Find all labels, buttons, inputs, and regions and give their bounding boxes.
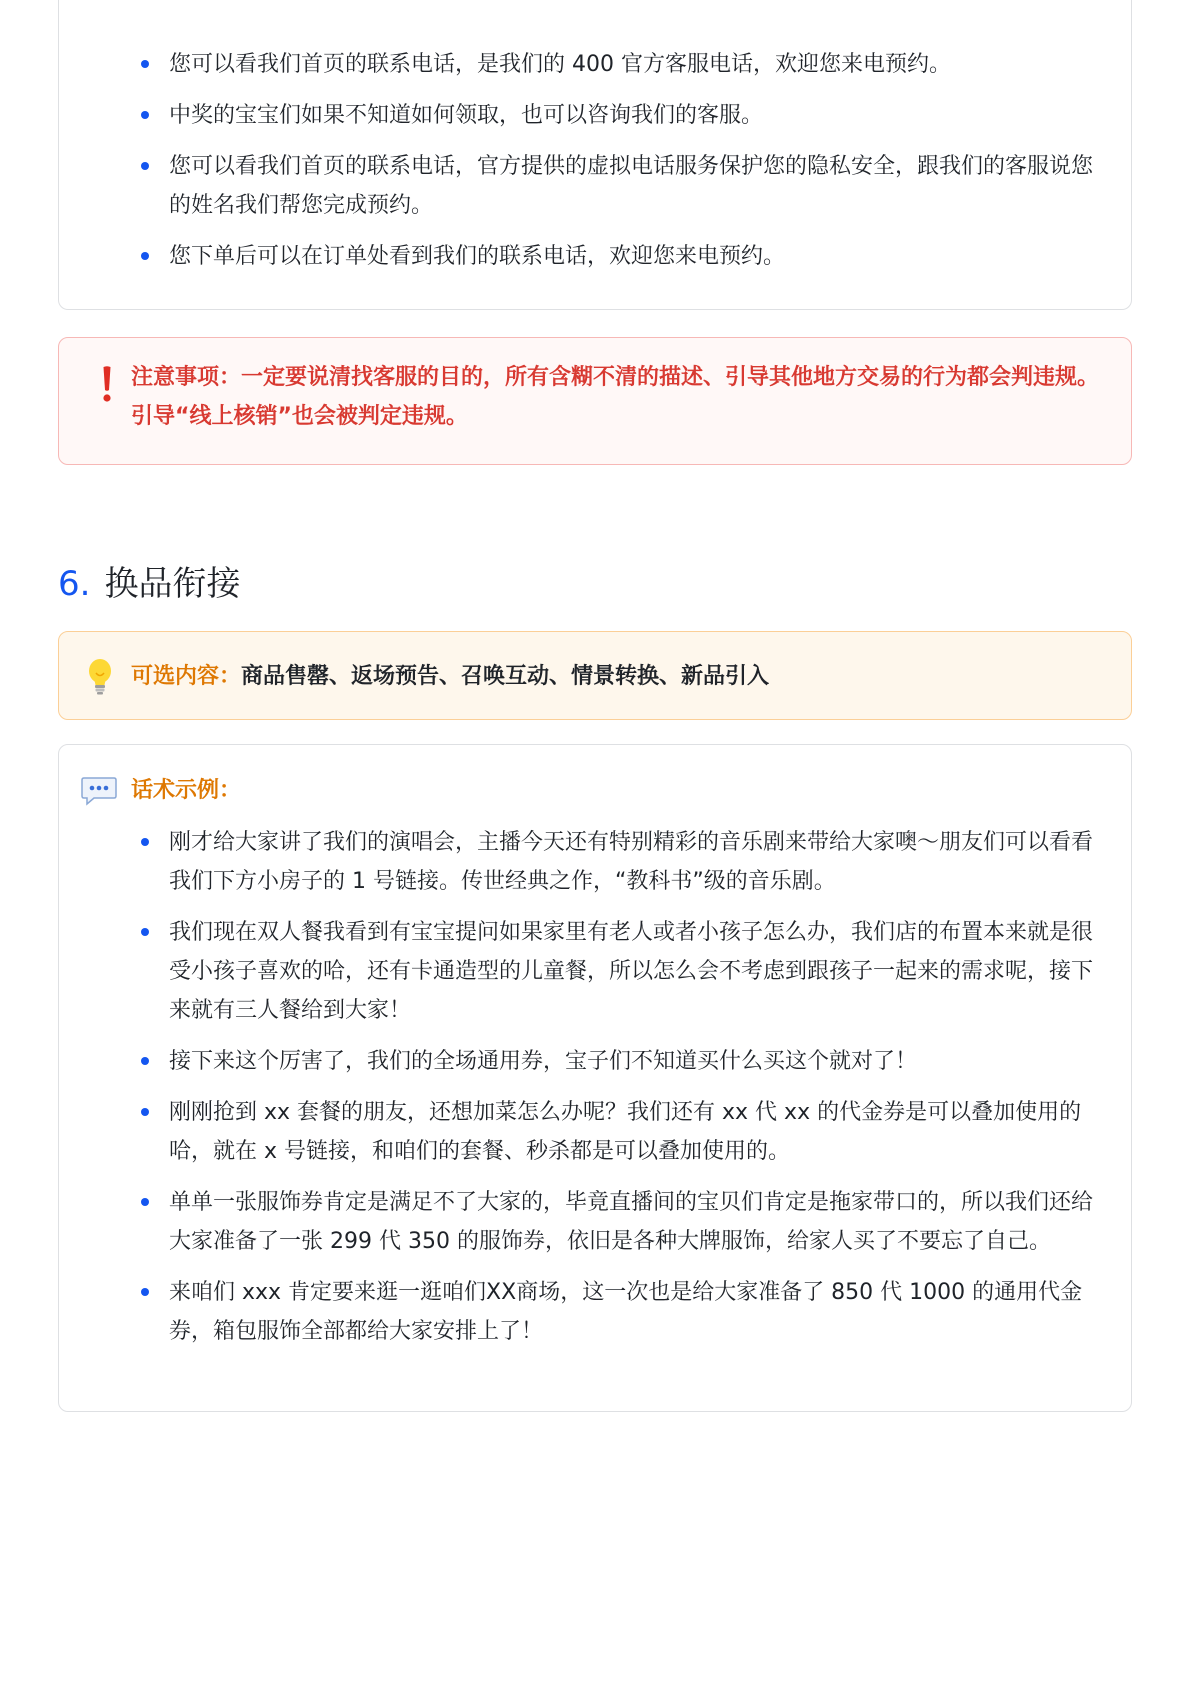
list-item-text: 您可以看我们首页的联系电话，官方提供的虚拟电话服务保护您的隐私安全，跟我们的客服说您的姓名我们帮您完成预约。 (169, 154, 1094, 218)
section-heading (58, 560, 240, 608)
list-item (59, 237, 1131, 276)
exclamation-icon (92, 364, 122, 404)
list-item-text: 您可以看我们首页的联系电话，是我们的 400 官方客服电话，欢迎您来电预约。 (169, 52, 951, 77)
bullet-dot (141, 111, 149, 119)
optional-content-callout (58, 631, 1132, 720)
list-item-text: 来咱们 xxx 肯定要来逛一逛咱们XX商场，这一次也是给大家准备了 850 代 1000 的通用代金券，箱包服饰全部都给大家安排上了！ (169, 1280, 1083, 1344)
list-item (59, 823, 1131, 901)
list-item-text: 单单一张服饰券肯定是满足不了大家的，毕竟直播间的宝贝们肯定是拖家带口的，所以我们还给大家准备了一张 299 代 350 的服饰券，依旧是各种大牌服饰，给家人买了不要忘了自己。 (169, 1190, 1094, 1254)
bullet-dot (141, 1198, 149, 1206)
lightbulb-icon (85, 658, 115, 696)
list-item (59, 45, 1131, 84)
list-item-text: 刚才给大家讲了我们的演唱会，主播今天还有特别精彩的音乐剧来带给大家噢～朋友们可以看看我们下方小房子的 1 号链接。传世经典之作，“教科书”级的音乐剧。 (169, 830, 1094, 894)
list-item (59, 1273, 1131, 1351)
script-examples-card (58, 744, 1132, 1412)
contact-info-card (58, 0, 1132, 310)
bullet-dot (141, 838, 149, 846)
bullet-dot (141, 1288, 149, 1296)
list-item (59, 913, 1131, 1030)
optional-label: 可选内容： (131, 664, 242, 689)
warning-callout (58, 337, 1132, 465)
list-item (59, 1183, 1131, 1261)
bullet-dot (141, 60, 149, 68)
list-item (59, 1042, 1131, 1081)
bullet-dot (141, 928, 149, 936)
bullet-dot (141, 1057, 149, 1065)
bullet-dot (141, 1108, 149, 1116)
bullet-dot (141, 162, 149, 170)
section-number: 6. (58, 564, 91, 604)
warning-text: 注意事项：一定要说清找客服的目的，所有含糊不清的描述、引导其他地方交易的行为都会判违规。引导“线上核销”也会被判定违规。 (131, 365, 1100, 429)
optional-content-text (131, 657, 769, 696)
list-item-text: 您下单后可以在订单处看到我们的联系电话，欢迎您来电预约。 (169, 244, 786, 269)
list-item-text: 中奖的宝宝们如果不知道如何领取，也可以咨询我们的客服。 (169, 103, 764, 128)
list-item-text: 接下来这个厉害了，我们的全场通用券，宝子们不知道买什么买这个就对了！ (169, 1049, 918, 1074)
list-item (59, 96, 1131, 135)
speech-bubble-icon (81, 776, 117, 806)
bullet-dot (141, 252, 149, 260)
list-item-text: 刚刚抢到 xx 套餐的朋友，还想加菜怎么办呢？我们还有 xx 代 xx 的代金券是可以叠加使用的哈，就在 x 号链接，和咱们的套餐、秒杀都是可以叠加使用的。 (169, 1100, 1082, 1164)
examples-list (59, 823, 1131, 1363)
section-title: 换品衔接 (104, 564, 241, 604)
contact-list (59, 45, 1131, 288)
list-item (59, 147, 1131, 225)
list-item-text: 我们现在双人餐我看到有宝宝提问如果家里有老人或者小孩子怎么办，我们店的布置本来就是很受小孩子喜欢的哈，还有卡通造型的儿童餐，所以怎么会不考虑到跟孩子一起来的需求呢，接下来就有三人餐给到大家！ (169, 920, 1094, 1023)
examples-title: 话术示例： (131, 778, 242, 803)
optional-body: 商品售罄、返场预告、召唤互动、情景转换、新品引入 (241, 664, 770, 689)
list-item (59, 1093, 1131, 1171)
